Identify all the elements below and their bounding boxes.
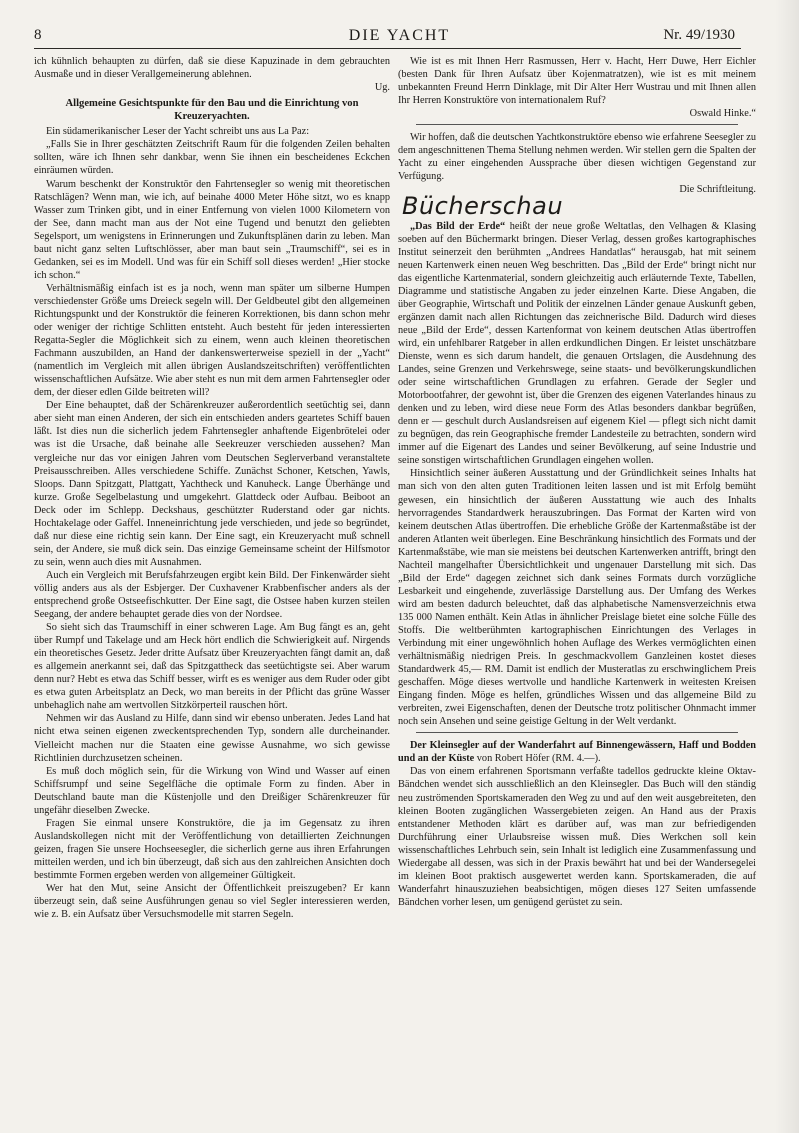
article-paragraph: Fragen Sie einmal unsere Konstruktöre, die ja im Gegensatz zu ihren Auslandskollegen nicht mit der Veröffentlichung von detaillierten Zeichnungen geizen, fragen Sie unsere Hochseesegler, die sicherlich gerne aus ihren Erfahrungen mitteilen werden, und ich bin überzeugt, daß sich aus den zahlreichen Ansichten doch bestimmte Formen ergeben werden von allgemeiner Gültigkeit. [34, 817, 390, 881]
letter-signature: Oswald Hinke.“ [689, 108, 756, 120]
book-review-paragraph [398, 220, 756, 468]
article-paragraph: Verhältnismäßig einfach ist es ja noch, wenn man später um silberne Humpen verschiedenster Größe ums Dreieck segeln will. Der Geldbeutel gibt den allgemeinen Richtungspunkt und der Konstruktör die feineren Korrektionen, bis dann schon mehr oder weniger der richtige Schlitten entsteht. Auch besteht für jeden interessierten Regatta-Segler die Möglichkeit sich zu einem, wenn auch kleinen theoretischen Fachmann auszubilden, an Hand der dankenswerterweise speziell in der „Yacht“ (namentlich im Vergleich mit allen übrigen Auslandszeitschriften) veröffentlichten wissenschaftlichen Aufsätze. Wie aber steht es nun mit dem armen Fahrtensegler oder dem, der dieser edlen Gilde beitreten will? [34, 282, 390, 399]
article-paragraph: Es muß doch möglich sein, für die Wirkung von Wind und Wasser auf einen Schiffsrumpf und seine Segelfläche die optimale Form zu finden. Aber in Deutschland baute man die Küstenjolle und den Dreißiger Schärenkreuzer für ungefähr dieselben Zwecke. [34, 765, 390, 816]
article-paragraph: Ein südamerikanischer Leser der Yacht schreibt uns aus La Paz: [46, 126, 310, 138]
book-review-heading [398, 739, 756, 765]
section-title-buecherschau: Bücherschau [402, 192, 564, 221]
magazine-title: DIE YACHT [348, 27, 451, 44]
right-column [398, 55, 756, 909]
scan-edge-shadow [775, 0, 799, 1133]
article-heading: Allgemeine Gesichtspunkte für den Bau und die Einrichtung von Kreuzeryachten. [65, 98, 359, 122]
article-paragraph: Der Eine behauptet, daß der Schärenkreuzer außerordentlich seetüchtig sei, dann aber sieht man einen Anderen, der sich ein entschieden anders geartetes Schiff bauen läßt. Ist dies nun die sicherlich jedem Fahrtensegler anhaftende Eigenbrötelei oder was ist die Ursache, daß beinahe alle Seekreuzer verschieden aussehen? Man vergleiche nur das vor einigen Jahren vom Deutschen Seglerverband veranstaltete Preisausschreiben. Alles verschiedene Schiffe. Zunächst Schoner, Ketschen, Yawls, Sloops. Dann Spitzgatt, Plattgatt, Yachtheck und Kanuheck. Lange Überhänge und kurze. Große Segelbelastung und umgekehrt. Glattdeck oder Aufbau. Beiboot an Deck oder im Schlepp. Deckshaus, geschützter Ruderstand oder gar nichts. Hochtakelage oder Gaffel. Inneneinrichtung jede verschieden, und jede so begründet, daß nur diese eine richtig sein kann. Der Eine sagt, ein Kreuzeryacht muß schnell sein, der Andere, sie muß dick sein. Das einzige Gemeinsame scheint der Hilfsmotor zu sein, wenn auch dies mit Ausnahmen. [34, 400, 390, 568]
article-paragraph: Wer hat den Mut, seine Ansicht der Öffentlichkeit preiszugeben? Er kann überzeugt sein, daß seine Ausführungen genau so viel Segler interessieren werden, wie z. B. ein Aufsatz über Versuchsmodelle mit starren Segeln. [34, 883, 390, 921]
continued-signature: Ug. [374, 82, 390, 94]
book-review-paragraph: Hinsichtlich seiner äußeren Ausstattung und der Gründlichkeit seines Inhalts hat man sich von den alten guten Traditionen leiten lassen und ist mit Erfolg bemüht gewesen, ein hinsichtlich der äußeren Ausstattung wie auch des Inhalts hervorragendes Standardwerk herauszubringen. Das Format der Karten wird von keinem deutschen Atlas übertroffen. Die erhebliche Größe der Kartenmaßstäbe ist der anderen Atlanten weit überlegen. Eine Beschränkung hinsichtlich des Formats und der Kartenmaßstäbe, wie man sie meistens bei deutschen Kartenwerken antrifft, bringt den Nachteil mangelhafter Übersichtlichkeit und ungenauer Darstellung mit sich. Das „Bild der Erde“ dagegen zeichnet sich dank seines Formats durch vorzügliche Lesbarkeit und eingehende, zuverlässige Darstellung aus. Der Umfang des Werkes wird am besten dadurch beleuchtet, daß das alphabetische Namensverzeichnis etwa 135 000 Namen enthält. Kein Atlas in ähnlicher Preislage bietet eine solche Fülle des Stoffs. Die weltberühmten kartographischen Einrichtungen des Verlages in Verbindung mit einer ungewöhnlich hohen Auflage des Werkes vermöglichten einen verhältnismäßig niedrigen Preis. In geschmackvollem Ganzleinen kostet dieses Standardwerk 45,— RM. Damit ist endlich der Musteratlas zu erschwinglichem Preis geschaffen. Möge dieses wertvolle und handliche Kartenwerk in weitesten Kreisen Eingang finden. Möge es helfen, gründliches Wissen und das allgemeine Bild zu verbreiten, zwei Eigenschaften, denen der Deutsche trotz politischer Ohnmacht immer noch sein Ansehen und seine geistige Geltung in der Welt verdankt. [398, 468, 756, 728]
issue-number: Nr. 49/1930 [663, 27, 735, 43]
divider [416, 732, 738, 733]
continued-text: ich kühnlich behaupten zu dürfen, daß sie diese Kapuzinade in dem gebrauchten Ausmaße und in dieser Verallgemeinerung ablehnen. [34, 56, 390, 81]
book-review-paragraph: Das von einem erfahrenen Sportsmann verfaßte tadellos gedruckte kleine Oktav-Bändchen wendet sich ausschließlich an den Kleinsegler. Das Buch will den ständig neu zuströmenden Sportskameraden den Weg zu und auf den weit ausgebreiteten, den kleinen Booten zugänglichen Wassergebieten zeigen. An Hand aus der Praxis entstandener Methoden klärt es darüber auf, was man zur befriedigenden Durchführung einer Urlaubsreise wissen muß. Dies Werkchen soll kein wissenschaftliches Lehrbuch sein, sein Inhalt ist lediglich eine Zusammenfassung und Wiedergabe all dessen, was sich in der Praxis bewährt hat und bei der Wandersegelei im kleinen Boot praktisch ausgewertet werden kann. Sportskameraden, die auf Wanderfahrt hinauszuziehen beabsichtigen, mögen dieses 127 Seiten umfassende Bändchen vorher lesen, um genügend gerüstet zu sein. [398, 766, 756, 908]
book-title: „Das Bild der Erde“ [410, 220, 506, 232]
book-author: von Robert Höfer (RM. 4.—). [476, 753, 601, 765]
article-paragraph: So sieht sich das Traumschiff in einer schweren Lage. Am Bug fängt es an, geht über Rumpf und Takelage und am Heck hört endlich die Schwierigkeit auf. Nirgends ein theoretisches Gesetz. Jeder dritte Aufsatz über Kreuzeryachten fängt damit an, daß es allgemein anerkannt sei, daß das Spitzgattheck das seetüchtigste sei. Aber warum denn nur? Hebt es etwa das Schiff besser, wirft es es weniger aus dem Ruder oder gibt es etwa guten Arbeitsplatz an Deck, wo man bereits in der Pflicht das grüne Wasser unbehaglich nahe am wertvollen Sitzkörperteil rauschen hört. [34, 622, 390, 712]
page-number: 8 [34, 27, 42, 43]
article-paragraph: „Falls Sie in Ihrer geschätzten Zeitschrift Raum für die folgenden Zeilen behalten sollten, wäre ich Ihnen sehr dankbar, wenn Sie ihnen ein bescheidenes Eckchen einräumen würden. [34, 139, 390, 177]
article-paragraph: Auch ein Vergleich mit Berufsfahrzeugen ergibt kein Bild. Der Finkenwärder sieht völlig anders aus als der Esbjerger. Der Cuxhavener Krabbenfischer anders als der entsprechend große Ostseefischkutter. Der Eine sagt, die Ostsee haben kurzen steilen Seegang, der andere behauptet gerade dies von der Nordsee. [34, 569, 390, 621]
letter-closing: Wie ist es mit Ihnen Herr Rasmussen, Herr v. Hacht, Herr Duwe, Herr Eichler (besten Dank für Ihren Aufsatz über Kojenmatratzen), wie ist es mit meinem unbekannten Freund Herrn Dinklage, mit Dir Alter Herr Wustrau und mit Ihnen allen Ihr Herren Konstruktöre von internationalem Ruf? [398, 56, 756, 107]
header-rule [34, 48, 741, 49]
book-review-text: heißt der neue große Weltatlas, den Velhagen & Klasing soeben auf den Büchermarkt bringen. Dieser Verlag, dessen großes kartographisches Institut seinerzeit den berühmten „Andrees Handatlas“ herausgab, hat mit seinem neuen Kartenwerk einen neuen Weg beschritten. Das „Bild der Erde“ bringt nicht nur das eigentliche Kartenmaterial, sondern gleichzeitig auch erläuternde Texte, Tabellen, Diagramme und statistische Angaben zu jeder einzelnen Karte. Diese Angaben, die über Geographie, Wirtschaft und Politik der einzelnen Länder genaue Auskunft geben, ergänzen damit nach allen Richtungen das zeichnerische Bild. Dadurch wird dieses neue „Bild der Erde“, dessen Kartenformat von keinem deutschen Atlas übertroffen wird, ein unfehlbarer Ratgeber in allen erdkundlichen Dingen. Er leistet unschätzbare Dienste, wenn es sich darum handelt, die genauen Ortslagen, die Ausdehnung des Landes, seine Grenzen und Verkehrswege, seine staats- und bevölkerungskundlichen oder seine wirtschaftlichen Grundlagen zu erfahren. Gerade der Segler und Motorbootfahrer, der gewohnt ist, über die Grenzen des eigenen Vaterlandes hinaus zu denken und zu leben, wird diese neue Form des Atlas besonders dankbar begrüßen, denn er — geschult durch Auslandsreisen auf eigenem Kiel — pflegt sich nicht damit zu begnügen, das rein Geographische fremder Landesteile zu betrachten, sondern wird immer auf die Eigenart des Landes und seiner Bevölkerung, auf seine Industrie und seine sonstigen wirtschaftlichen Grundlagen eingehen wollen. [398, 220, 756, 467]
article-paragraph: Warum beschenkt der Konstruktör den Fahrtensegler so wenig mit theoretischen Ratschlägen? Wenn man, wie ich, auf beinahe 4000 Meter Höhe sitzt, wo es knapp Wasser zum Trinken gibt, und in einer Entfernung von vielen 1000 Kilometern von der See, dann macht man aus der Not eine Tugend und benutzt den geliebten Segelsport, um wenigstens in Erinnerungen und Zukunftsplänen darin zu leben. Man baut nicht ganz selten Luftschlösser, aber man baut sein „Traumschiff“, sei es in Gedanken, sei es im Modell. Und was für ein Schiff soll dieses werden! „Hier stocke ich schon.“ [34, 178, 390, 281]
editor-note: Wir hoffen, daß die deutschen Yachtkonstruktöre ebenso wie erfahrene Seesegler zu dem angeschnittenen Thema Stellung nehmen werden. Wir stellen gern die Spalten der Yacht zu einer eingehenden Aussprache über diesen wichtigen Gegenstand zur Verfügung. [398, 132, 756, 183]
editor-signature: Die Schriftleitung. [679, 184, 756, 196]
book-title: Der Kleinsegler auf der Wanderfahrt auf Binnengewässern, Haff und Bodden und an der Küste [398, 740, 756, 765]
left-column [34, 55, 390, 921]
divider [416, 124, 738, 125]
article-paragraph: Nehmen wir das Ausland zu Hilfe, dann sind wir ebenso unberaten. Jedes Land hat nicht etwa seinen eigenen zweckentsprechenden Typ, sondern alle durcheinander. Vielleicht machen nur die Staaten eine gewisse Ausnahme, wo sich gewisse Richtlinien durchzusetzen scheinen. [34, 713, 390, 764]
